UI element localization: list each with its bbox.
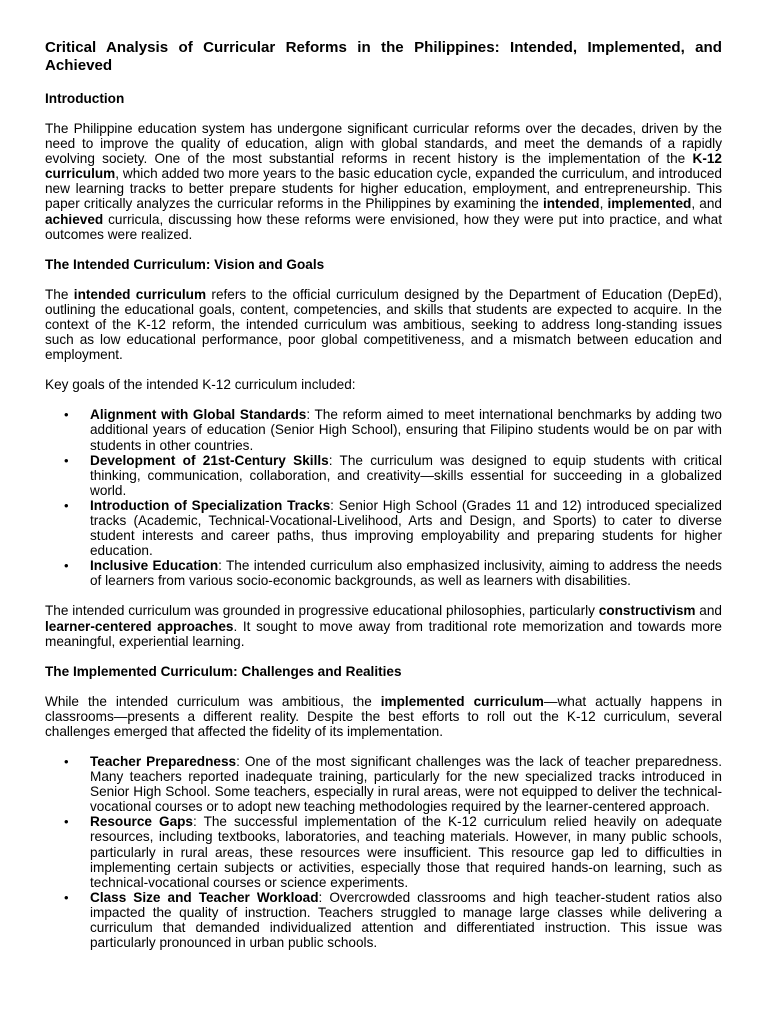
bullet-icon: • [64, 558, 69, 574]
bullet-icon: • [64, 497, 69, 513]
list-item: • Introduction of Specialization Tracks: Senior High School (Grades 11 and 12) introduced specialized tracks (Academic, Technical-Vocational-Livelihood, Arts and Design, and Sports) to cater to diverse student interests and career paths, thus improving employability and preparing students for higher education. [64, 497, 722, 559]
bullet-icon: • [64, 407, 69, 423]
bullet-icon: • [64, 814, 69, 830]
section-heading-introduction: Introduction [45, 91, 125, 106]
document-title: Critical Analysis of Curricular Reforms in the Philippines: Intended, Implemented, and Achieved [45, 39, 722, 74]
intro-paragraph: The Philippine education system has undergone significant curricular reforms over the decades, driven by the need to improve the quality of education, align with global standards, and meet the demands of a rapidly evolving society. One of the most substantial reforms in recent history is the implementation of the K-12 curriculum, which added two more years to the basic education cycle, expanded the curriculum, and introduced new learning tracks to better prepare students for higher education, employment, and entrepreneurship. This paper critically analyzes the curricular reforms in the Philippines by examining the intended, implemented, and achieved curricula, discussing how these reforms were envisioned, how they were put into practice, and what outcomes were realized. [45, 121, 722, 242]
section-heading-implemented: The Implemented Curriculum: Challenges and Realities [45, 663, 402, 679]
list-item: • Alignment with Global Standards: The reform aimed to meet international benchmarks by adding two additional years of education (Senior High School), ensuring that Filipino students would be on par with students in other countries. [64, 407, 722, 453]
list-item: • Teacher Preparedness: One of the most significant challenges was the lack of teacher preparedness. Many teachers reported inadequate training, particularly for the new specialized tracks introduced in Senior High School. Some teachers, especially in rural areas, were not equipped to deliver the technical-vocational courses or to adopt new teaching methodologies required by the learner-centered approach. [64, 754, 722, 815]
bullet-icon: • [64, 889, 69, 905]
bullet-icon: • [64, 754, 69, 769]
intended-paragraph-1: The intended curriculum refers to the official curriculum designed by the Department of Education (DepEd), outlining the educational goals, content, competencies, and skills that students are expected to acquire. In the context of the K-12 reform, the intended curriculum was ambitious, seeking to address long-standing issues such as low educational performance, poor global competitiveness, and a mismatch between education and employment. [45, 286, 723, 363]
implemented-paragraph-1: While the intended curriculum was ambitious, the implemented curriculum—what actually happens in classrooms—presents a different reality. Despite the best efforts to roll out the K-12 curriculum, several challenges emerged that affected the fidelity of its implementation. [45, 693, 723, 739]
list-item: • Resource Gaps: The successful implementation of the K-12 curriculum relied heavily on adequate resources, including textbooks, laboratories, and teaching materials. However, in many public schools, particularly in rural areas, these resources were insufficient. This resource gap led to difficulties in implementing certain subjects or activities, especially those that required hands-on learning, such as technical-vocational courses or science experiments. [64, 814, 723, 890]
list-item: • Inclusive Education: The intended curriculum also emphasized inclusivity, aiming to address the needs of learners from various socio-economic backgrounds, as well as learners with disabilities. [64, 558, 722, 589]
list-item: • Class Size and Teacher Workload: Overcrowded classrooms and high teacher-student ratios also impacted the quality of instruction. Teachers struggled to manage large classes while delivering a curriculum that demanded individualized attention and differentiated instruction. This issue was particularly pronounced in urban public schools. [64, 889, 723, 951]
implemented-challenges-list [45, 754, 722, 950]
intended-paragraph-2: Key goals of the intended K-12 curriculum included: [45, 377, 356, 393]
bullet-icon: • [64, 452, 69, 468]
intended-goals-list [45, 407, 722, 588]
section-heading-intended: The Intended Curriculum: Vision and Goals [45, 256, 325, 272]
intended-paragraph-3: The intended curriculum was grounded in progressive educational philosophies, particularly constructivism and learner-centered approaches. It sought to move away from traditional rote memorization and towards more meaningful, experiential learning. [45, 603, 722, 649]
list-item: • Development of 21st-Century Skills: The curriculum was designed to equip students with critical thinking, communication, collaboration, and creativity—skills essential for succeeding in a globalized world. [64, 452, 722, 498]
